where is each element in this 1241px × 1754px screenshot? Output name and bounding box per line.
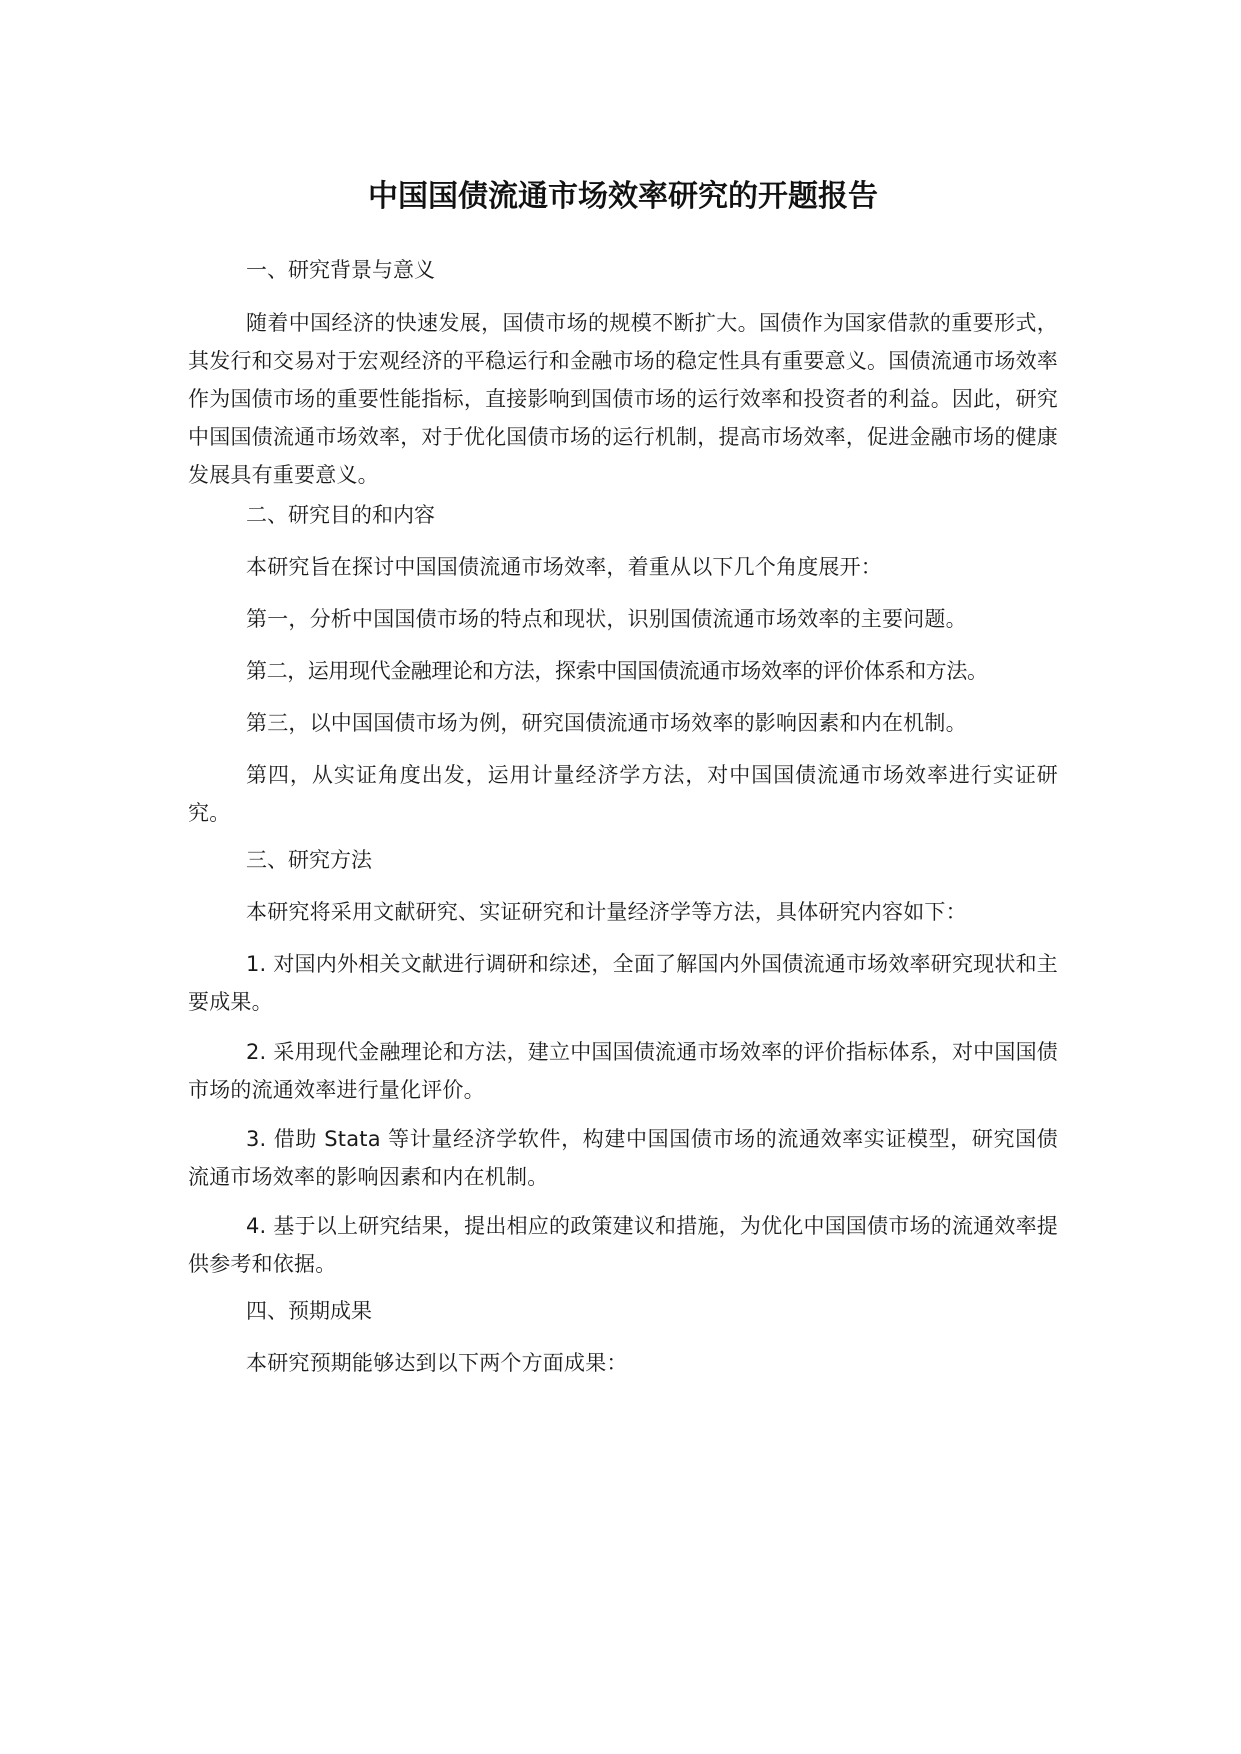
list-item-method-2: 2. 采用现代金融理论和方法，建立中国国债流通市场效率的评价指标体系，对中国国债市场的流通效率进行量化评价。 — [188, 1040, 1058, 1102]
paragraph-background: 随着中国经济的快速发展，国债市场的规模不断扩大。国债作为国家借款的重要形式，其发行和交易对于宏观经济的平稳运行和金融市场的稳定性具有重要意义。国债流通市场效率作为国债市场的重要性能指标，直接影响到国债市场的运行效率和投资者的利益。因此，研究中国国债流通市场效率，对于优化国债市场的运行机制，提高市场效率，促进金融市场的健康发展具有重要意义。 — [188, 311, 1058, 487]
list-item-method-4: 4. 基于以上研究结果，提出相应的政策建议和措施，为优化中国国债市场的流通效率提供参考和依据。 — [188, 1214, 1058, 1276]
list-item-objective-2: 第二，运用现代金融理论和方法，探索中国国债流通市场效率的评价体系和方法。 — [246, 659, 988, 683]
list-item-objective-3: 第三，以中国国债市场为例，研究国债流通市场效率的影响因素和内在机制。 — [246, 711, 967, 735]
paragraph-objectives-intro: 本研究旨在探讨中国国债流通市场效率，着重从以下几个角度展开： — [246, 555, 882, 579]
section-heading-background: 一、研究背景与意义 — [246, 258, 435, 282]
list-item-method-1: 1. 对国内外相关文献进行调研和综述，全面了解国内外国债流通市场效率研究现状和主要成果。 — [188, 952, 1058, 1014]
list-item-objective-1: 第一，分析中国国债市场的特点和现状，识别国债流通市场效率的主要问题。 — [246, 607, 967, 631]
section-heading-expected-results: 四、预期成果 — [246, 1299, 372, 1323]
document-title: 中国国债流通市场效率研究的开题报告 — [368, 179, 878, 214]
paragraph-methods-intro: 本研究将采用文献研究、实证研究和计量经济学等方法，具体研究内容如下： — [246, 900, 967, 924]
list-item-objective-4: 第四，从实证角度出发，运用计量经济学方法，对中国国债流通市场效率进行实证研究。 — [188, 763, 1058, 825]
section-heading-objectives: 二、研究目的和内容 — [246, 503, 435, 527]
paragraph-expected-results-intro: 本研究预期能够达到以下两个方面成果： — [246, 1351, 628, 1375]
section-heading-methods: 三、研究方法 — [246, 848, 372, 872]
list-item-method-3: 3. 借助 Stata 等计量经济学软件，构建中国国债市场的流通效率实证模型，研究国债流通市场效率的影响因素和内在机制。 — [188, 1127, 1058, 1189]
